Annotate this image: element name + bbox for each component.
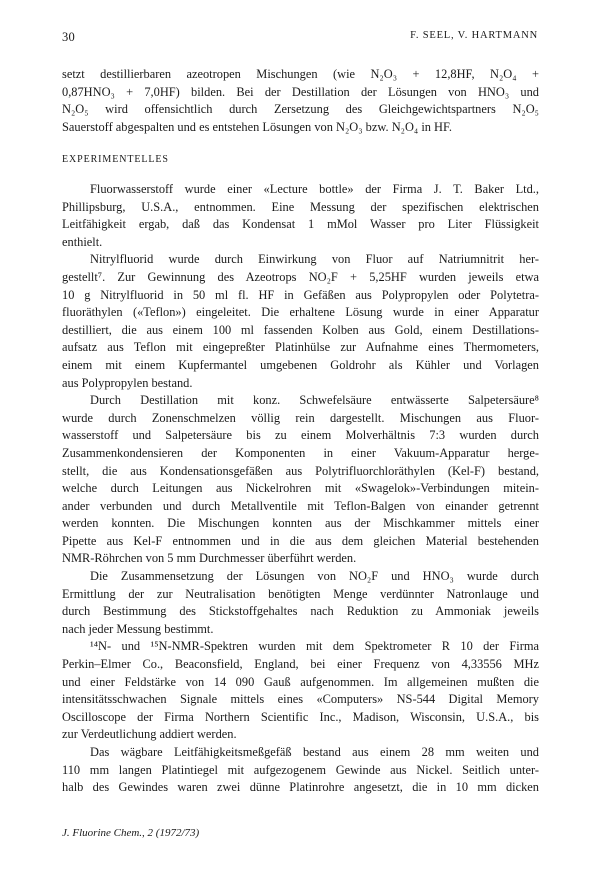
text-line: enthielt.: [62, 234, 103, 249]
intro-paragraph: [62, 66, 539, 136]
text-line: Nitrylfluorid wurde durch Einwirkung von Fluor auf Natriumnitrit her-: [90, 252, 539, 267]
text-line: aus Polypropylen bestand.: [62, 375, 193, 390]
text-line: gestellt⁷. Zur Gewinnung des Azeotrops NO₂F + 5,25HF wurden jeweils etwa: [62, 269, 539, 284]
text-line: 10 g Nitrylfluorid in 50 ml fl. HF in Gefäßen aus Polypropylen oder Polytetra-: [62, 287, 539, 302]
text-line: Oscilloscope der Firma Northern Scientific Inc., Madison, Wisconsin, U.S.A., bis: [62, 709, 539, 724]
page-number: 30: [62, 30, 76, 44]
experimental-section-body: [62, 181, 539, 797]
text-line: N₂O₅ wird offensichtlich durch Zersetzung des Gleichgewichtspartners N₂O₅: [62, 102, 539, 117]
text-line: Ermittlung der zur Neutralisation benötigten Menge verdünnter Natronlauge und: [62, 586, 539, 601]
text-line: halb des Gewindes waren zwei dünne Platinrohre angesetzt, die in 10 mm dicken: [62, 780, 539, 795]
text-line: ¹⁴N- und ¹⁵N-NMR-Spektren wurden mit dem Spektrometer R 10 der Firma: [90, 639, 539, 654]
text-line: Fluorwasserstoff wurde einer «Lecture bottle» der Firma J. T. Baker Ltd.,: [90, 182, 539, 196]
text-line: Durch Destillation mit konz. Schwefelsäure entwässerte Salpetersäure⁸: [90, 393, 539, 408]
text-line: 110 mm langen Platintiegel mit aufgezogenem Gewinde aus Nickel. Seitlich unter-: [62, 762, 539, 777]
running-header: [62, 30, 538, 48]
text-line: durch Bestimmung des Stickstoffgehaltes nach Reduktion zu Ammoniak jeweils: [62, 604, 539, 619]
running-authors: F. SEEL, V. HARTMANN: [410, 30, 538, 41]
text-line: Pipette aus Kel-F entnommen und in die aus dem gleichen Material bestehenden: [62, 533, 539, 548]
text-line: stellt, die aus Kondensationsgefäßen aus Polytrifluorchloräthylen (Kel-F) bestand,: [62, 463, 539, 478]
text-line: aufsatz aus Teflon mit eingepreßter Platinhülse zur Aufnahme eines Thermometers,: [62, 340, 539, 355]
text-line: NMR-Röhrchen von 5 mm Durchmesser überführt werden.: [62, 551, 357, 566]
text-line: einem mit einem Kupfermantel umgebenen Goldrohr als Kühler und Vorlagen: [62, 357, 539, 372]
text-line: Das wägbare Leitfähigkeitsmeßgefäß bestand aus einem 28 mm weiten und: [90, 745, 539, 759]
text-line: nach jeder Messung bestimmt.: [62, 621, 214, 636]
text-line: Perkin–Elmer Co., Beaconsfield, England, bei einer Frequenz von 4,33556 MHz: [62, 657, 539, 672]
text-line: Sauerstoff abgespalten und es entstehen Lösungen von N₂O₃ bzw. N₂O₄ in HF.: [62, 119, 453, 134]
text-line: Zusammenkondensieren der Komponenten in einer Vakuum-Apparatur herge-: [62, 445, 539, 460]
text-line: Leitfähigkeit ergab, daß das Kondensat 1 mMol Wasser pro Liter Flüssigkeit: [62, 217, 539, 232]
text-line: zur Verdeutlichung addiert werden.: [62, 727, 237, 742]
text-line: intensitätsschwachen Signale mittels eines «Computers» NS-544 Digital Memory: [62, 692, 539, 707]
text-line: destilliert, die aus einem 100 ml fassenden Kolben aus Gold, einem Destillations-: [62, 322, 539, 337]
text-line: und einer Feldstärke von 14 090 Gauß aufgenommen. Im allgemeinen mußten die: [62, 674, 539, 689]
journal-footer: J. Fluorine Chem., 2 (1972/73): [62, 827, 200, 839]
text-line: ander verbunden und durch Metallventile mit Teflon-Balgen von einander getrennt: [62, 498, 539, 513]
text-line: wasserstoff und Salpetersäure bis zu einem Molverhältnis 7:3 wurden durch: [62, 428, 539, 443]
text-line: fluoräthylen («Teflon») eingeleitet. Die erhaltene Lösung wurde in einer Apparatur: [62, 305, 539, 320]
text-line: Phillipsburg, U.S.A., entnommen. Eine Messung der spezifischen elektrischen: [62, 199, 539, 214]
section-heading: EXPERIMENTELLES: [62, 154, 169, 165]
text-line: setzt destillierbaren azeotropen Mischungen (wie N₂O₃ + 12,8HF, N₂O₄ +: [62, 67, 539, 81]
text-line: wurde durch Zonenschmelzen völlig rein dargestellt. Mischungen aus Fluor-: [62, 410, 539, 425]
text-line: Die Zusammensetzung der Lösungen von NO₂F und HNO₃ wurde durch: [90, 569, 539, 584]
text-line: 0,87HNO₃ + 7,0HF) bilden. Bei der Destillation der Lösungen von HNO₃ und: [62, 84, 539, 99]
text-line: werden konnten. Die Mischungen konnten aus der Mischkammer mittels einer: [62, 516, 539, 531]
text-line: welche durch Leitungen aus Nickelrohren mit «Swagelok»-Verbindungen mitein-: [62, 481, 539, 496]
